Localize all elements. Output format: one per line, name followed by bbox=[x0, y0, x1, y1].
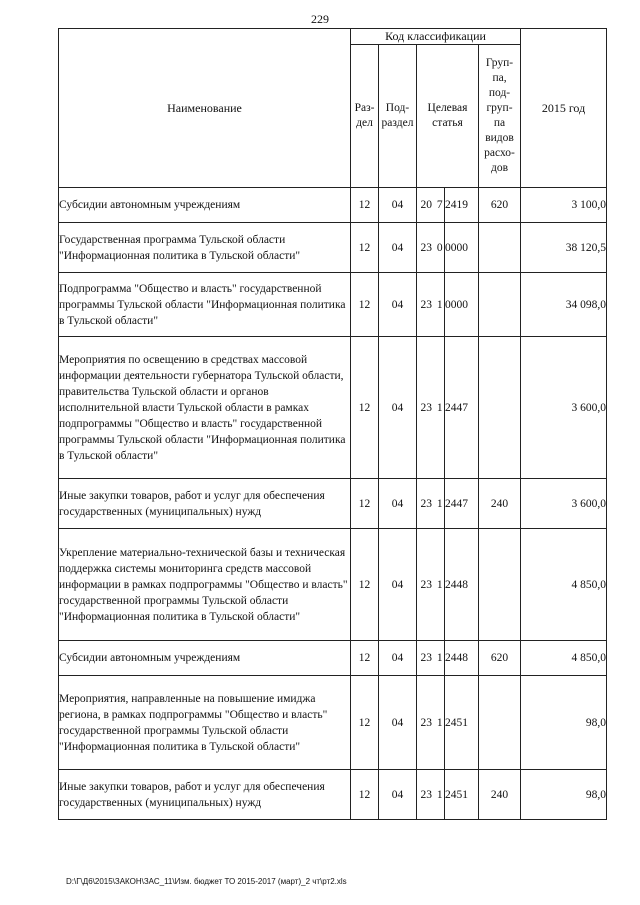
row-code: 2447 bbox=[445, 337, 479, 479]
row-podrazdel: 04 bbox=[379, 273, 417, 337]
row-code: 2451 bbox=[445, 676, 479, 770]
row-direction: 1 bbox=[436, 770, 445, 820]
table-row bbox=[59, 676, 607, 770]
row-direction: 1 bbox=[436, 676, 445, 770]
table-row bbox=[59, 223, 607, 273]
row-razdel: 12 bbox=[351, 529, 379, 641]
row-program: 23 bbox=[417, 676, 436, 770]
row-code: 0000 bbox=[445, 223, 479, 273]
row-code: 2448 bbox=[445, 529, 479, 641]
row-program: 23 bbox=[417, 529, 436, 641]
row-podrazdel: 04 bbox=[379, 641, 417, 676]
row-program: 23 bbox=[417, 273, 436, 337]
table-body bbox=[59, 188, 607, 820]
col-name-header: Наименование bbox=[59, 29, 351, 188]
page-number: 229 bbox=[311, 12, 329, 26]
row-razdel: 12 bbox=[351, 188, 379, 223]
col-group-header: Груп- па, под- груп- па видов расхо- дов bbox=[479, 45, 521, 188]
row-amount: 98,0 bbox=[521, 770, 607, 820]
row-amount: 4 850,0 bbox=[521, 529, 607, 641]
row-program: 23 bbox=[417, 337, 436, 479]
row-podrazdel: 04 bbox=[379, 529, 417, 641]
table-row bbox=[59, 188, 607, 223]
row-razdel: 12 bbox=[351, 641, 379, 676]
row-podrazdel: 04 bbox=[379, 223, 417, 273]
row-code: 2419 bbox=[445, 188, 479, 223]
row-group bbox=[479, 273, 521, 337]
col-razdel-header: Раз- дел bbox=[351, 45, 379, 188]
table-row bbox=[59, 529, 607, 641]
row-razdel: 12 bbox=[351, 676, 379, 770]
row-program: 23 bbox=[417, 770, 436, 820]
row-code: 0000 bbox=[445, 273, 479, 337]
row-group: 620 bbox=[479, 641, 521, 676]
row-name: Подпрограмма "Общество и власть" государственной программы Тульской области "Информационная политика в Тульской области" bbox=[59, 273, 351, 337]
col-year-header: 2015 год bbox=[521, 29, 607, 188]
row-direction: 1 bbox=[436, 479, 445, 529]
row-program: 20 bbox=[417, 188, 436, 223]
row-direction: 1 bbox=[436, 273, 445, 337]
row-podrazdel: 04 bbox=[379, 676, 417, 770]
row-program: 23 bbox=[417, 479, 436, 529]
row-name: Мероприятия по освещению в средствах массовой информации деятельности губернатора Тульской области, правительства Тульской области и органов исполнительной власти Тульской области в рамках подпрограммы "Общество и власть" государственной программы Тульской области "Информационная политика в Тульской области" bbox=[59, 337, 351, 479]
row-name: Укрепление материально-технической базы и техническая поддержка системы мониторинга средств массовой информации в рамках подпрограммы "Общество и власть" государственной программы Тульской области "Информационная политика в Тульской области" bbox=[59, 529, 351, 641]
row-code: 2451 bbox=[445, 770, 479, 820]
row-group bbox=[479, 529, 521, 641]
row-group: 620 bbox=[479, 188, 521, 223]
row-code: 2447 bbox=[445, 479, 479, 529]
row-razdel: 12 bbox=[351, 770, 379, 820]
row-direction: 0 bbox=[436, 223, 445, 273]
row-podrazdel: 04 bbox=[379, 188, 417, 223]
row-name: Субсидии автономным учреждениям bbox=[59, 188, 351, 223]
row-program: 23 bbox=[417, 223, 436, 273]
table-row bbox=[59, 479, 607, 529]
row-name: Субсидии автономным учреждениям bbox=[59, 641, 351, 676]
header-row-top bbox=[59, 29, 607, 45]
row-name: Государственная программа Тульской области "Информационная политика в Тульской области" bbox=[59, 223, 351, 273]
row-amount: 3 600,0 bbox=[521, 337, 607, 479]
row-name: Иные закупки товаров, работ и услуг для обеспечения государственных (муниципальных) нужд bbox=[59, 770, 351, 820]
row-amount: 38 120,5 bbox=[521, 223, 607, 273]
row-direction: 1 bbox=[436, 529, 445, 641]
row-group: 240 bbox=[479, 770, 521, 820]
table-row bbox=[59, 641, 607, 676]
row-amount: 3 100,0 bbox=[521, 188, 607, 223]
row-amount: 34 098,0 bbox=[521, 273, 607, 337]
row-razdel: 12 bbox=[351, 479, 379, 529]
row-amount: 4 850,0 bbox=[521, 641, 607, 676]
row-direction: 1 bbox=[436, 641, 445, 676]
file-path-footer: D:\Г\Д6\2015\ЗАКОН\ЗАС_11\Изм. бюджет ТО 2015-2017 (март)_2 чт\рт2.xls bbox=[66, 877, 347, 886]
row-name: Мероприятия, направленные на повышение имиджа региона, в рамках подпрограммы "Общество и власть" государственной программы Тульской области "Информационная политика в Тульской области" bbox=[59, 676, 351, 770]
row-direction: 1 bbox=[436, 337, 445, 479]
row-razdel: 12 bbox=[351, 337, 379, 479]
row-group bbox=[479, 337, 521, 479]
row-amount: 98,0 bbox=[521, 676, 607, 770]
row-group: 240 bbox=[479, 479, 521, 529]
row-direction: 7 bbox=[436, 188, 445, 223]
row-podrazdel: 04 bbox=[379, 479, 417, 529]
table-row bbox=[59, 273, 607, 337]
row-name: Иные закупки товаров, работ и услуг для обеспечения государственных (муниципальных) нужд bbox=[59, 479, 351, 529]
row-razdel: 12 bbox=[351, 223, 379, 273]
row-razdel: 12 bbox=[351, 273, 379, 337]
col-podrazdel-header: Под- раздел bbox=[379, 45, 417, 188]
table-row bbox=[59, 337, 607, 479]
row-podrazdel: 04 bbox=[379, 770, 417, 820]
col-classification-header: Код классификации bbox=[351, 29, 521, 45]
row-group bbox=[479, 676, 521, 770]
col-target-header: Целевая статья bbox=[417, 45, 479, 188]
row-code: 2448 bbox=[445, 641, 479, 676]
row-podrazdel: 04 bbox=[379, 337, 417, 479]
row-amount: 3 600,0 bbox=[521, 479, 607, 529]
budget-table bbox=[58, 28, 607, 820]
table-row bbox=[59, 770, 607, 820]
row-group bbox=[479, 223, 521, 273]
row-program: 23 bbox=[417, 641, 436, 676]
